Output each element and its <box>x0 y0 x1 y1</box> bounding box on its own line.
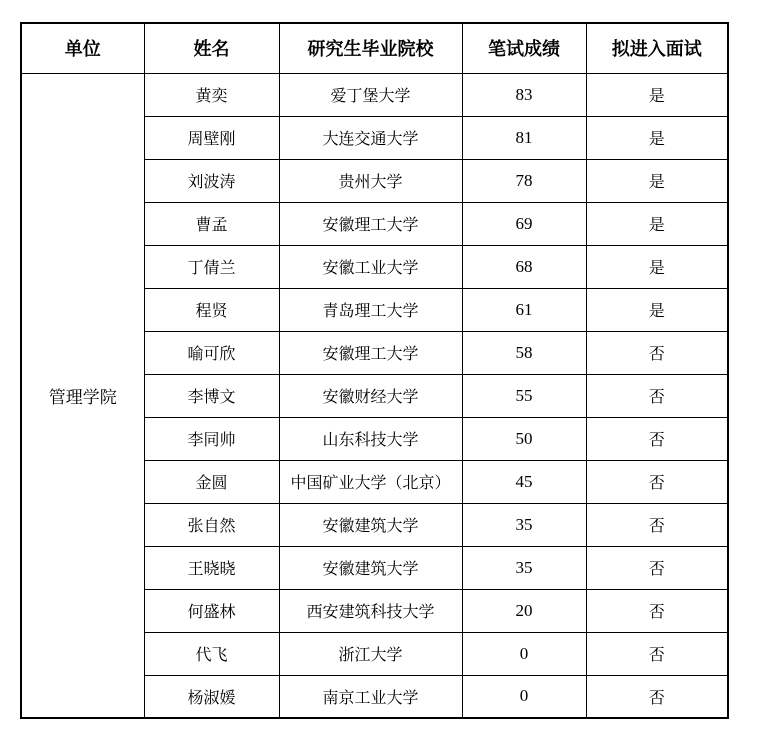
school-cell: 山东科技大学 <box>279 417 462 460</box>
name-cell: 杨淑媛 <box>144 675 279 718</box>
interview-cell: 否 <box>586 632 728 675</box>
score-cell: 55 <box>462 374 586 417</box>
score-cell: 0 <box>462 632 586 675</box>
name-cell: 喻可欣 <box>144 331 279 374</box>
header-unit: 单位 <box>21 23 144 73</box>
score-cell: 78 <box>462 159 586 202</box>
school-cell: 中国矿业大学（北京） <box>279 460 462 503</box>
unit-cell: 管理学院 <box>21 73 144 718</box>
name-cell: 何盛林 <box>144 589 279 632</box>
score-cell: 58 <box>462 331 586 374</box>
school-cell: 安徽工业大学 <box>279 245 462 288</box>
school-cell: 安徽理工大学 <box>279 331 462 374</box>
score-cell: 45 <box>462 460 586 503</box>
school-cell: 西安建筑科技大学 <box>279 589 462 632</box>
header-school: 研究生毕业院校 <box>279 23 462 73</box>
name-cell: 刘波涛 <box>144 159 279 202</box>
school-cell: 安徽建筑大学 <box>279 503 462 546</box>
interview-cell: 否 <box>586 331 728 374</box>
interview-cell: 是 <box>586 202 728 245</box>
table-row <box>21 73 728 116</box>
header-row <box>21 23 728 73</box>
name-cell: 李博文 <box>144 374 279 417</box>
name-cell: 金圆 <box>144 460 279 503</box>
name-cell: 丁倩兰 <box>144 245 279 288</box>
table-body <box>21 73 728 718</box>
score-cell: 69 <box>462 202 586 245</box>
school-cell: 爱丁堡大学 <box>279 73 462 116</box>
name-cell: 李同帅 <box>144 417 279 460</box>
interview-cell: 是 <box>586 245 728 288</box>
score-cell: 35 <box>462 503 586 546</box>
score-cell: 68 <box>462 245 586 288</box>
interview-cell: 否 <box>586 460 728 503</box>
interview-cell: 否 <box>586 589 728 632</box>
header-interview: 拟进入面试 <box>586 23 728 73</box>
school-cell: 青岛理工大学 <box>279 288 462 331</box>
school-cell: 浙江大学 <box>279 632 462 675</box>
name-cell: 黄奕 <box>144 73 279 116</box>
school-cell: 安徽建筑大学 <box>279 546 462 589</box>
interview-cell: 否 <box>586 503 728 546</box>
score-cell: 83 <box>462 73 586 116</box>
interview-cell: 否 <box>586 675 728 718</box>
interview-cell: 否 <box>586 417 728 460</box>
score-cell: 81 <box>462 116 586 159</box>
school-cell: 安徽理工大学 <box>279 202 462 245</box>
interview-cell: 是 <box>586 73 728 116</box>
score-cell: 0 <box>462 675 586 718</box>
name-cell: 张自然 <box>144 503 279 546</box>
interview-cell: 是 <box>586 159 728 202</box>
score-cell: 61 <box>462 288 586 331</box>
header-score: 笔试成绩 <box>462 23 586 73</box>
score-cell: 20 <box>462 589 586 632</box>
interview-cell: 否 <box>586 374 728 417</box>
name-cell: 程贤 <box>144 288 279 331</box>
school-cell: 南京工业大学 <box>279 675 462 718</box>
name-cell: 曹孟 <box>144 202 279 245</box>
school-cell: 安徽财经大学 <box>279 374 462 417</box>
score-cell: 35 <box>462 546 586 589</box>
name-cell: 周壁刚 <box>144 116 279 159</box>
school-cell: 大连交通大学 <box>279 116 462 159</box>
name-cell: 代飞 <box>144 632 279 675</box>
interview-cell: 否 <box>586 546 728 589</box>
table-header <box>21 23 728 73</box>
score-cell: 50 <box>462 417 586 460</box>
header-name: 姓名 <box>144 23 279 73</box>
interview-cell: 是 <box>586 116 728 159</box>
exam-results-table <box>20 22 729 719</box>
school-cell: 贵州大学 <box>279 159 462 202</box>
interview-cell: 是 <box>586 288 728 331</box>
name-cell: 王晓晓 <box>144 546 279 589</box>
